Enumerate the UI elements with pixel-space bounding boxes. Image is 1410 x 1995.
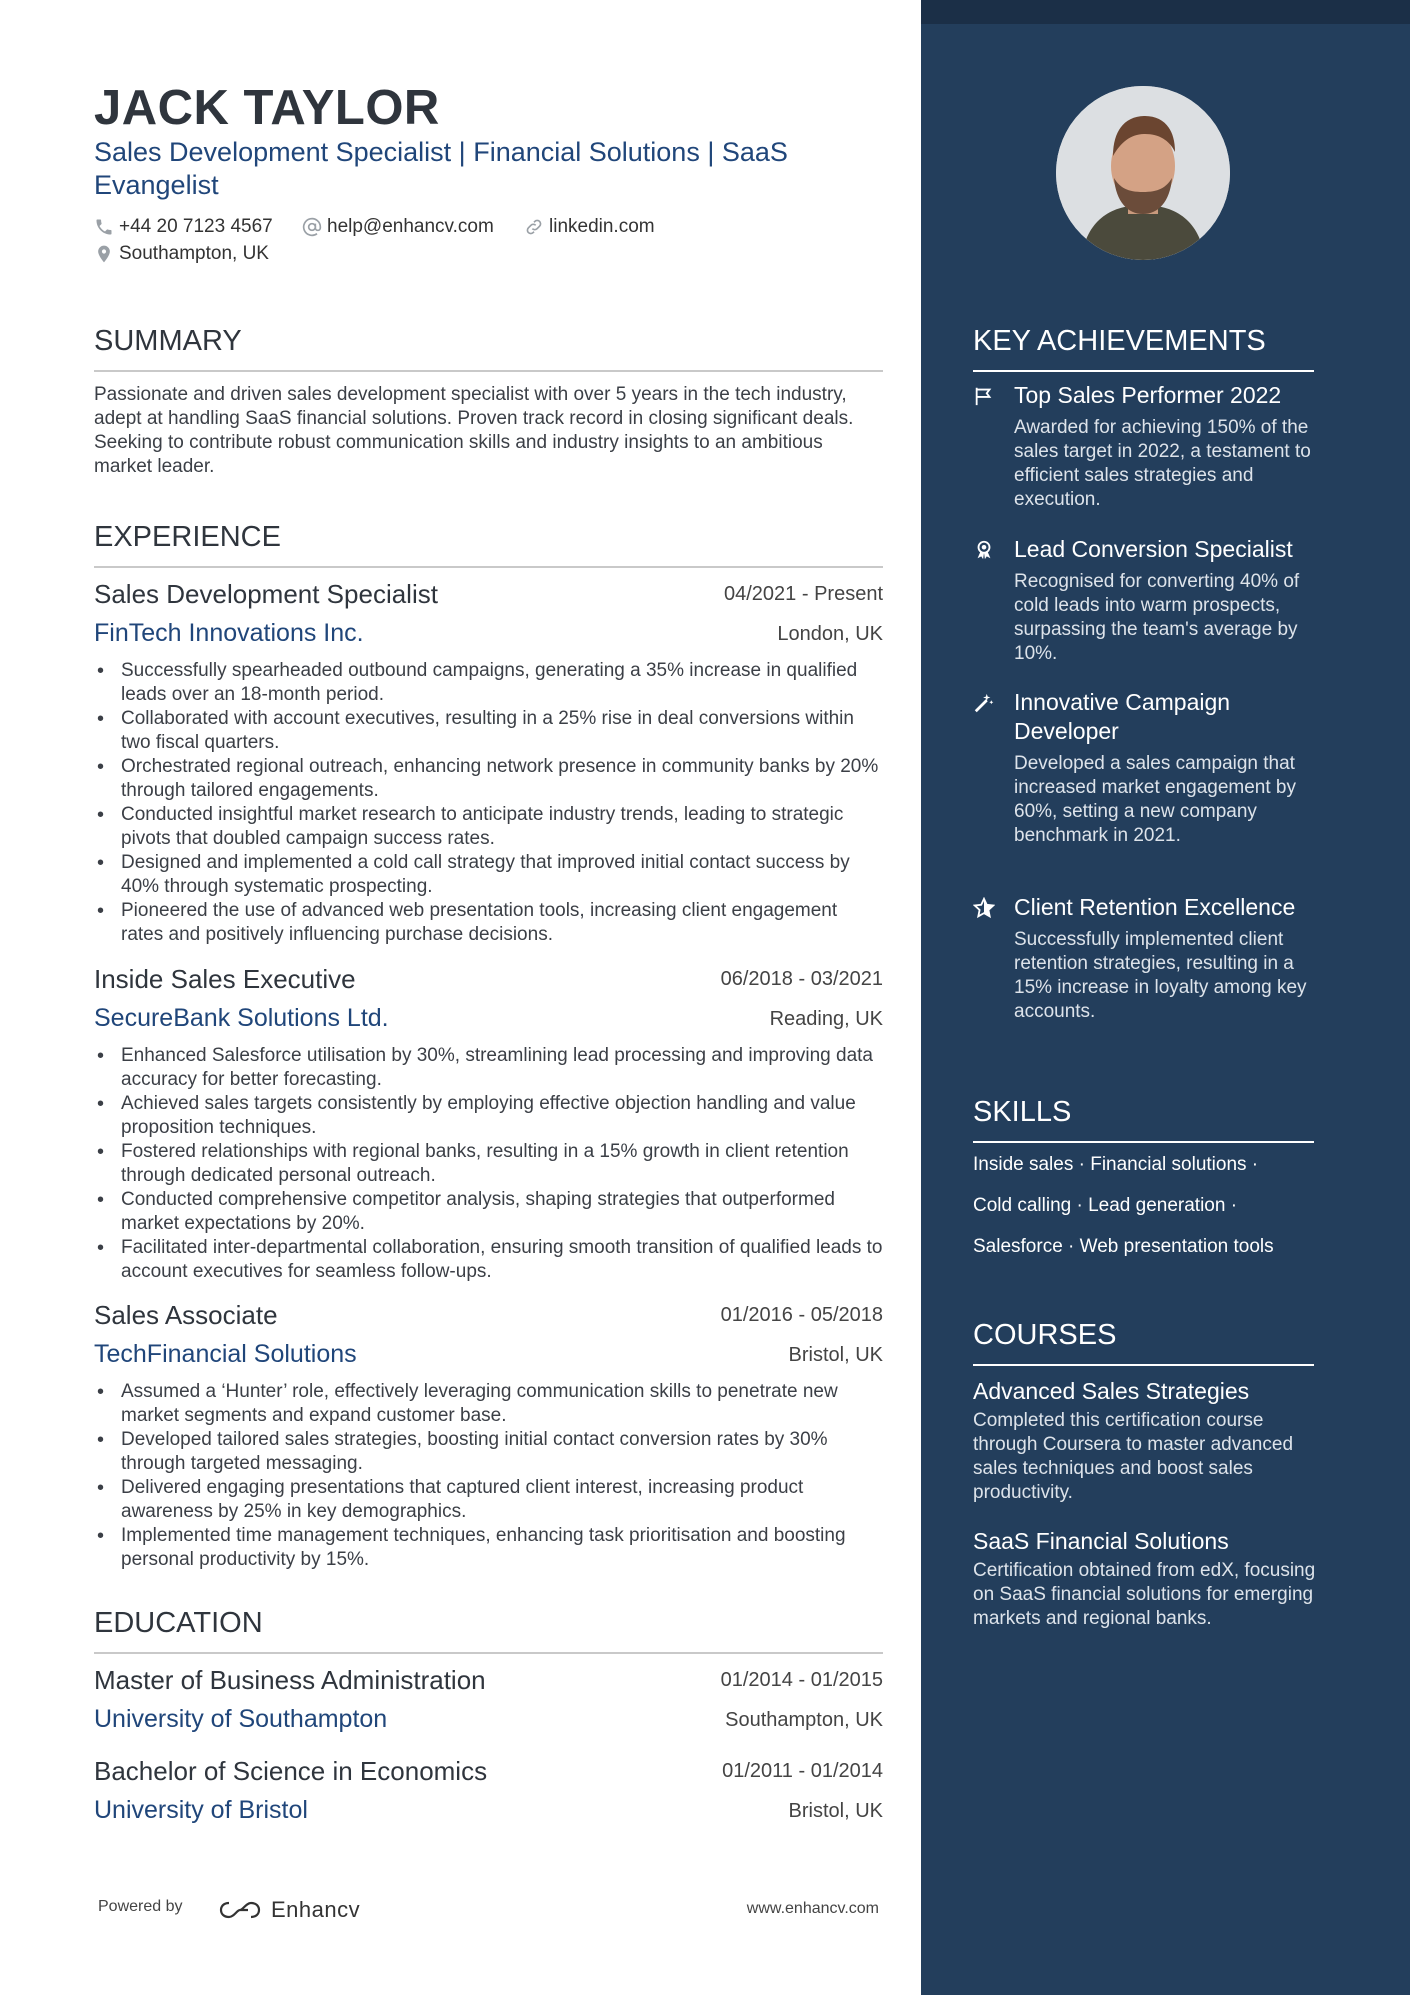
email-text[interactable]: help@enhancv.com (327, 216, 494, 237)
job-dates: 06/2018 - 03/2021 (720, 968, 883, 990)
profile-photo (1056, 86, 1230, 260)
location-pin-icon (94, 244, 114, 264)
skills-line: Cold calling · Lead generation · (973, 1195, 1238, 1216)
job-company: FinTech Innovations Inc. (94, 619, 364, 647)
job-bullets (94, 1044, 883, 1284)
achievement-item (973, 535, 1323, 666)
job-location: London, UK (777, 623, 883, 645)
education-item (94, 1756, 883, 1836)
job-bullets (94, 1380, 883, 1572)
courses-heading: COURSES (973, 1319, 1314, 1366)
achievements-heading: KEY ACHIEVEMENTS (973, 325, 1314, 372)
experience-item (94, 964, 883, 1284)
bullet: • Successfully spearheaded outbound campaigns, generating a 35% increase in qualified leads over an 18-month period. (94, 659, 883, 707)
experience-item (94, 579, 883, 947)
skills-list (973, 1154, 1333, 1277)
location-text: Southampton, UK (119, 243, 269, 264)
experience-heading: EXPERIENCE (94, 521, 883, 568)
education-location: Bristol, UK (788, 1800, 883, 1822)
school: University of Southampton (94, 1705, 388, 1733)
school: University of Bristol (94, 1796, 308, 1824)
footer-url[interactable]: www.enhancv.com (746, 1900, 879, 1917)
phone-text: +44 20 7123 4567 (119, 216, 273, 237)
course-title: Advanced Sales Strategies (973, 1378, 1250, 1404)
job-dates: 01/2016 - 05/2018 (720, 1304, 883, 1326)
summary-text: Passionate and driven sales development specialist with over 5 years in the tech industry, adept at handling SaaS financial solutions. Proven track record in closing significant deals. Seeking to contribute robust communication skills and industry insights to an ambitious market leader. (94, 384, 854, 477)
bullet: • Conducted insightful market research to anticipate industry trends, leading to strategic pivots that doubled campaign success rates. (94, 803, 883, 851)
job-location: Bristol, UK (788, 1344, 883, 1366)
sidebar (921, 0, 1410, 1995)
headline: Sales Development Specialist | Financial Solutions | SaaS Evangelist (94, 137, 788, 200)
job-company: TechFinancial Solutions (94, 1340, 357, 1368)
bullet: • Designed and implemented a cold call strategy that improved initial contact success by 40% through systematic prospecting. (94, 851, 883, 899)
achievement-desc: Developed a sales campaign that increased market engagement by 60%, setting a new company benchmark in 2021. (1014, 753, 1296, 846)
bullet: • Achieved sales targets consistently by employing effective objection handling and value proposition techniques. (94, 1092, 883, 1140)
experience-item (94, 1300, 883, 1572)
job-bullets (94, 659, 883, 947)
powered-by-label: Powered by (98, 1898, 183, 1915)
bullet: • Facilitated inter-departmental collaboration, ensuring smooth transition of qualified leads to account executives for seamless follow-ups. (94, 1236, 883, 1284)
brand-name: Enhancv (271, 1897, 361, 1922)
job-location: Reading, UK (769, 1008, 883, 1030)
achievement-title: Client Retention Excellence (1014, 894, 1296, 920)
profile-avatar-icon (1056, 86, 1230, 260)
enhancv-logo[interactable] (217, 1897, 360, 1923)
achievement-desc: Recognised for converting 40% of cold leads into warm prospects, surpassing the team's average by 10%. (1014, 571, 1300, 664)
phone-icon (94, 217, 114, 237)
bullet: • Assumed a ‘Hunter’ role, effectively leveraging communication skills to penetrate new market segments and expand customer base. (94, 1380, 883, 1428)
magic-wand-icon (973, 692, 995, 714)
course-desc: Completed this certification course through Coursera to master advanced sales techniques and boost sales productivity. (973, 1410, 1294, 1503)
bullet: • Collaborated with account executives, resulting in a 25% rise in deal conversions within two fiscal quarters. (94, 707, 883, 755)
sidebar-top-band (921, 0, 1410, 24)
bullet: • Pioneered the use of advanced web presentation tools, increasing client engagement rates and positively influencing purchase decisions. (94, 899, 883, 947)
achievement-item (973, 893, 1323, 1024)
contact-linkedin[interactable] (524, 216, 655, 238)
education-location: Southampton, UK (725, 1709, 883, 1731)
bullet: • Conducted comprehensive competitor analysis, shaping strategies that outperformed market expectations by 20%. (94, 1188, 883, 1236)
job-company: SecureBank Solutions Ltd. (94, 1004, 389, 1032)
course-item (973, 1527, 1323, 1631)
course-title: SaaS Financial Solutions (973, 1528, 1229, 1554)
education-heading: EDUCATION (94, 1607, 883, 1654)
job-role: Inside Sales Executive (94, 964, 356, 994)
linkedin-text[interactable]: linkedin.com (549, 216, 655, 237)
bullet: • Enhanced Salesforce utilisation by 30%, streamlining lead processing and improving data accuracy for better forecasting. (94, 1044, 883, 1092)
course-desc: Certification obtained from edX, focusing on SaaS financial solutions for emerging markets and regional banks. (973, 1560, 1316, 1629)
job-role: Sales Associate (94, 1300, 278, 1330)
contact-location (94, 243, 269, 265)
skills-line: Salesforce · Web presentation tools (973, 1236, 1274, 1257)
achievement-title: Lead Conversion Specialist (1014, 536, 1293, 562)
education-item (94, 1665, 883, 1745)
course-item (973, 1377, 1323, 1505)
skills-line: Inside sales · Financial solutions · (973, 1154, 1259, 1175)
star-icon (973, 897, 995, 919)
education-dates: 01/2011 - 01/2014 (722, 1760, 883, 1782)
at-icon (302, 217, 322, 237)
achievement-title: Innovative Campaign Developer (1014, 689, 1231, 744)
bullet: • Developed tailored sales strategies, boosting initial contact conversion rates by 30% through targeted messaging. (94, 1428, 883, 1476)
achievement-desc: Successfully implemented client retention strategies, resulting in a 15% increase in loyalty among key accounts. (1014, 929, 1307, 1022)
job-role: Sales Development Specialist (94, 579, 438, 609)
achievement-item (973, 688, 1323, 848)
contact-phone (94, 216, 273, 238)
bullet: • Fostered relationships with regional banks, resulting in a 15% growth in client retention through dedicated personal outreach. (94, 1140, 883, 1188)
achievement-desc: Awarded for achieving 150% of the sales target in 2022, a testament to efficient sales strategies and execution. (1014, 417, 1311, 510)
summary-heading: SUMMARY (94, 325, 883, 372)
bullet: • Implemented time management techniques, enhancing task prioritisation and boosting personal productivity by 15%. (94, 1524, 883, 1572)
job-dates: 04/2021 - Present (724, 583, 883, 605)
flag-icon (973, 385, 995, 407)
degree: Master of Business Administration (94, 1665, 486, 1695)
achievement-title: Top Sales Performer 2022 (1014, 382, 1282, 408)
candidate-name: JACK TAYLOR (94, 81, 440, 135)
achievement-item (973, 381, 1323, 512)
link-icon (524, 217, 544, 237)
contact-email[interactable] (302, 216, 494, 238)
infinity-logo-icon (217, 1898, 263, 1922)
skills-heading: SKILLS (973, 1096, 1314, 1143)
bullet: • Orchestrated regional outreach, enhancing network presence in community banks by 20% through tailored engagements. (94, 755, 883, 803)
degree: Bachelor of Science in Economics (94, 1756, 488, 1786)
bullet: • Delivered engaging presentations that captured client interest, increasing product awareness by 25% in key demographics. (94, 1476, 883, 1524)
award-icon (973, 539, 995, 561)
education-dates: 01/2014 - 01/2015 (720, 1669, 883, 1691)
